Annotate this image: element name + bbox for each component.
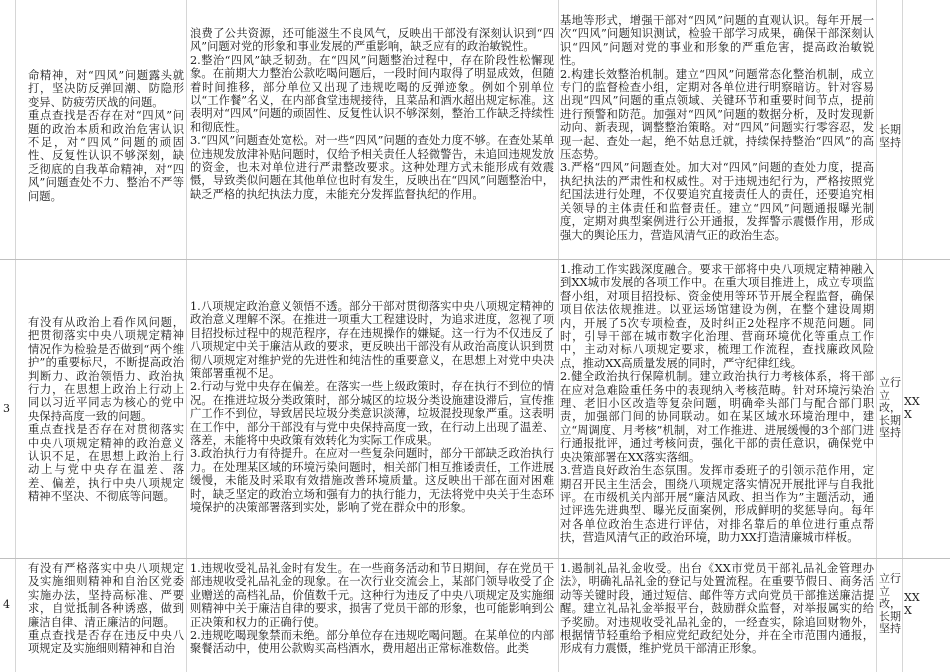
issue-cell: 有没有严格落实中央八项规定及实施细则精神和自治区党委实施办法，坚持高标准、严要求，自觉抵制各种诱惑，做到廉洁自律、清正廉洁的问题。 重点查找是否存在违反中央八项规定及实施细则精神和自治 — [28, 562, 184, 656]
problems-cell: 1.八项规定政治意义领悟不透。部分干部对贯彻落实中央八项规定精神的政治意义理解不深。在推进一项重大工程建设时，为追求进度，忽视了项目招投标过程中的规范程序，存在违规操作的嫌疑。这一行为不仅违反了八项规定中关于廉洁从政的要求，更反映出干部没有从政治高度认识到贯彻八项规定对维护党的先进性和纯洁性的重要意义，在思想上对党中央决策部署重视不足。 2.行动与党中央存在偏差。在落实一些上级政策时，存在执行不到位的情况。在推进垃圾分类政策时，部分城区的垃圾分类设施建设滞后，宣传推广工作不到位，导致居民垃圾分类意识淡薄，垃圾混投现象严重。这表明在工作中，部分干部没有与党中央保持高度一致，在行动上出现了温差、落差，未能将中央政策有效转化为实际工作成果。 3.政治执行力有待提升。在应对一些复杂问题时，部分干部缺乏政治执行力。在处理某区域的环境污染问题时，相关部门相互推诿责任，工作进展缓慢，未能及时采取有效措施改善环境质量。这反映出干部在面对困难时，缺乏坚定的政治立场和强有力的执行能力，无法将党中央关于生态环境保护的决策部署落到实处，影响了党在群众中的形象。 — [190, 300, 554, 515]
owner-cell: XX X — [904, 395, 920, 421]
measures-cell: 1.推动工作实践深度融合。要求干部将中央八项规定精神融入到XX城市发展的各项工作中。在重大项目推进上，成立专项监督小组，对项目招投标、资金使用等环节开展全程监督，确保项目依法依规推进。以亚运场馆建设为例，在整个建设周期内，开展了5次专项检查，及时纠正2处程序不规范问题。同时，引导干部在城市数字化治理、营商环境优化等重点工作中，主动对标八项规定要求，梳理工作流程，查找廉政风险点，推动XX高质量发展的同时，严守纪律红线。 2.健全政治执行保障机制。建立政治执行力考核体系，将干部在应对急难险重任务中的表现纳入考核范畴。针对环境污染治理、老旧小区改造等复杂问题，明确牵头部门与配合部门职责，加强部门间的协同联动。如在某区域水环境治理中，建立“周调度、月考核”机制，对工作推进、进展缓慢的3个部门进行通报批评，通过考核问责，强化干部的责任意识，确保党中央决策部署在XX落实落细。 3.营造良好政治生态氛围。发挥市委班子的引领示范作用，定期召开民主生活会，围绕八项规定落实情况开展批评与自我批评。在市级机关内部开展“廉洁风政、担当作为”主题活动，通过评选先进典型、曝光反面案例，形成鲜明的奖惩导向。每年对各单位政治生态进行评估，对排名靠后的单位进行重点帮扶，营造风清气正的政治环境，助力XX打造清廉城市样板。 — [560, 263, 874, 545]
deadline-cell: 长期 坚持 — [879, 123, 901, 149]
problems-cell: 浪费了公共资源，还可能滋生不良风气，反映出干部没有深刻认识到“四风”问题对党的形象和事业发展的严重影响，缺乏应有的政治敏锐性。 2.整治“四风”缺乏韧劲。在“四风”问题整治过程中，存在阶段性松懈现象。在前期大力整治公款吃喝问题后，一段时间内取得了明显成效，但随着时间推移，部分单位又出现了违规吃喝的反弹迹象。例如个别单位以“工作餐”名义，在内部食堂违规接待，且菜品和酒水超出规定标准。这表明对“四风”问题的顽固性、反复性认识不够深刻，整治工作缺乏持续性和彻底性。 3.“四风”问题查处宽松。对一些“四风”问题的查处力度不够。在查处某单位违规发放津补贴问题时，仅给予相关责任人轻微警告，未追回违规发放的资金，也未对单位进行严肃整改要求。这种处理方式未能形成有效震慑，导致类似问题在其他单位也时有发生，反映出在“四风”问题整治中，缺乏严格的执纪执法力度，未能充分发挥监督执纪的作用。 — [190, 27, 554, 201]
measures-cell: 基地等形式，增强干部对“四风”问题的直观认识。每年开展一次“四风”问题知识测试，检验干部学习成果，确保干部深刻认识“四风”问题对党的事业和形象的严重危害，提高政治敏锐性。 2.构建长效整治机制。建立“四风”问题常态化整治机制，成立专门的监督检查小组，定期对各单位进行明察暗访。针对容易出现“四风”问题的重点领域、关键环节和重要时间节点，提前进行预警和防范。加强对“四风”问题的数据分析，及时发现新动向、新表现，调整整治策略。对“四风”问题实行零容忍，发现一起、查处一起，绝不姑息迁就，持续保持整治“四风”的高压态势。 3.严格“四风”问题查处。加大对“四风”问题的查处力度，提高执纪执法的严肃性和权威性。对于违规违纪行为，严格按照党纪国法进行处理，不仅要追究直接责任人的责任，还要追究相关领导的主体责任和监督责任。建立“四风”问题通报曝光制度，定期对典型案例进行公开通报，发挥警示震慑作用，形成强大的舆论压力，营造风清气正的政治生态。 — [560, 14, 874, 242]
issue-cell: 有没有从政治上看作风问题，把贯彻落实中央八项规定精神情况作为检验是否做到“两个维护”的重要标尺，不断提高政治判断力、政治领悟力、政治执行力，在思想上政治上行动上同以习近平同志为核心的党中央保持高度一致的问题。 重点查找是否存在对贯彻落实中央八项规定精神的政治意义认识不足，在思想上政治上行动上与党中央存在温差、落差、偏差，执行中央八项规定精神不坚决、不彻底等问题。 — [28, 316, 184, 504]
column-divider — [15, 0, 16, 672]
issue-cell: 命精神，对“四风”问题露头就打，坚决防反弹回潮、防隐形变异、防疲劳厌战的问题。 重点查找是否存在对“四风”问题的政治本质和政治危害认识不足，对“四风”问题的顽固性、反复性认识不够深刻，缺乏彻底的自我革命精神，对“四风”问题查处不力、整治不严等问题。 — [28, 69, 184, 203]
column-divider — [876, 0, 877, 672]
measures-cell: 1.遏制礼品礼金收受。出台《XX市党员干部礼品礼金管理办法》，明确礼品礼金的登记与处置流程。在重要节假日、商务活动等关键时段，通过短信、邮件等方式向党员干部推送廉洁提醒。建立礼品礼金举报平台，鼓励群众监督，对举报属实的给予奖励。对违规收受礼品礼金的，一经查实，除追回财物外，根据情节轻重给予相应党纪政纪处分，并在全市范围内通报，形成有力震慑，维护党员干部清正形象。 — [560, 562, 874, 656]
deadline-cell: 立行 立 改， 长期 坚持 — [879, 376, 901, 440]
deadline-cell: 立行 立 改， 长期 坚持 — [879, 572, 901, 636]
row-divider — [0, 558, 950, 559]
row-divider — [0, 259, 950, 260]
column-divider — [902, 0, 903, 672]
row-number: 3 — [3, 402, 10, 415]
owner-cell: XX X — [904, 591, 920, 617]
column-divider — [186, 0, 187, 672]
problems-cell: 1.违规收受礼品礼金时有发生。在一些商务活动和节日期间，存在党员干部违规收受礼品礼金的现象。在一次行业交流会上，某部门领导收受了企业赠送的高档礼品，价值数千元。这种行为违反了中央八项规定及实施细则精神中关于廉洁自律的要求，损害了党员干部的形象，也可能影响到公正决策和权力的正确行使。 2.违规吃喝现象禁而未绝。部分单位存在违规吃喝问题。在某单位的内部聚餐活动中，使用公款购买高档酒水，费用超出正常标准数倍。此类 — [190, 562, 554, 656]
column-divider — [558, 0, 559, 672]
row-number: 4 — [3, 598, 10, 611]
